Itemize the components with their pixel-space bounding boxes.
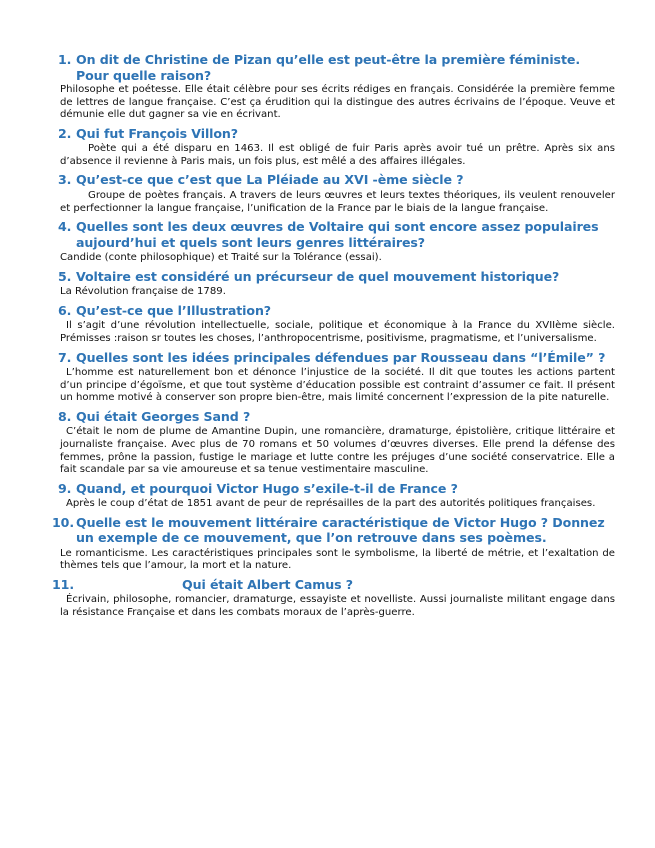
question-text: Voltaire est considéré un précurseur de quel mouvement historique? [76, 268, 560, 284]
answer-6: Il s’agit d’une révolution intellectuelle, sociale, politique et économique à la France du XVIIème siècle. Prémisses :raison sr toutes les choses, l’anthropocentrisme, positivisme, pragmatisme, et l’universalisme. [60, 320, 615, 344]
qa-item-1 [58, 52, 615, 122]
answer-3: Groupe de poètes français. A travers de leurs œuvres et leurs textes théoriques, ils veulent renouveler et perfectionner la langue française, l’unification de la France par le biais de la langue française. [60, 189, 615, 214]
question-number: 7. [58, 349, 72, 365]
question-number: 10. [52, 514, 75, 530]
question-8 [58, 409, 615, 425]
question-number: 8. [58, 408, 72, 424]
answer-5: La Révolution française de 1789. [60, 286, 226, 298]
question-10 [52, 514, 615, 546]
question-3 [58, 172, 615, 188]
question-7 [58, 350, 615, 366]
question-number: 11. [52, 576, 75, 592]
answer-1: Philosophe et poétesse. Elle était célèbre pour ses écrits rédiges en français. Considérée la première femme de lettres de langue française. C’est ça érudition qui la distingue des autres écrivains de l’époque. Veuve et démunie elle dut gagner sa vie en écrivant. [60, 84, 615, 121]
question-number: 6. [58, 302, 72, 318]
question-2 [58, 126, 615, 142]
question-4 [58, 219, 615, 250]
qa-item-11 [52, 576, 615, 620]
answer-4: Candide (conte philosophique) et Traité sur la Tolérance (essai). [60, 252, 382, 264]
question-number: 4. [58, 219, 72, 235]
question-6 [58, 303, 615, 319]
qa-item-7 [58, 350, 615, 405]
question-text: Qu’est-ce que c’est que La Pléiade au XVI -ème siècle ? [76, 172, 464, 188]
question-9 [58, 481, 615, 497]
question-11 [52, 576, 615, 593]
question-number: 9. [58, 480, 72, 496]
question-text: Qui était Albert Camus ? [182, 576, 354, 592]
question-text: Quelle est le mouvement littéraire caractéristique de Victor Hugo ? Donnez un exemple de ce mouvement, que l’on retrouve dans ses poèmes. [76, 514, 605, 546]
question-number: 3. [58, 172, 72, 188]
qa-item-3 [58, 172, 615, 215]
question-number: 5. [58, 268, 72, 284]
answer-8: C’était le nom de plume de Amantine Dupin, une romancière, dramaturge, épistolière, critique littéraire et journaliste française. Avec plus de 70 romans et 50 volumes d’œuvres diverses. Elle prend la défense des femmes, prône la passion, fustige le mariage et lutte contre les préjuges d’une société conservatrice. Elle a fait scandale par sa vie amoureuse et sa tenue vestimentaire masculine. [60, 426, 615, 476]
qa-item-2 [58, 126, 615, 169]
question-text: Qu’est-ce que l’Illustration? [76, 302, 272, 318]
qa-item-8 [58, 409, 615, 477]
question-text: On dit de Christine de Pizan qu’elle est peut-être la première féministe. Pour quelle raison? [76, 52, 581, 83]
qa-item-4 [58, 219, 615, 265]
answer-11: Écrivain, philosophe, romancier, dramaturge, essayiste et novelliste. Aussi journaliste militant engage dans la résistance Française et dans les combats moraux de l’après-guerre. [60, 594, 615, 619]
answer-10: Le romanticisme. Les caractéristiques principales sont le symbolisme, la liberté de métrie, et l’exaltation de thèmes tels que l’amour, la mort et la nature. [60, 547, 615, 572]
question-1 [58, 52, 615, 83]
question-text: Qui était Georges Sand ? [76, 408, 251, 424]
qa-item-9 [58, 481, 615, 511]
qa-item-6 [58, 303, 615, 346]
question-text: Quand, et pourquoi Victor Hugo s’exile-t-il de France ? [76, 480, 458, 496]
answer-2: Poète qui a été disparu en 1463. Il est obligé de fuir Paris après avoir tué un prêtre. Après six ans d’absence il revienne à Paris mais, un fois plus, est mêlé a des affaires illégales. [60, 143, 615, 167]
qa-item-5 [58, 269, 615, 299]
question-5 [58, 269, 615, 285]
answer-9: Après le coup d’état de 1851 avant de peur de représailles de la part des autorités politiques françaises. [66, 498, 596, 510]
qa-item-10 [52, 514, 615, 573]
question-number: 1. [58, 52, 72, 67]
question-text: Qui fut François Villon? [76, 125, 239, 141]
question-number: 2. [58, 125, 72, 141]
question-text: Quelles sont les deux œuvres de Voltaire qui sont encore assez populaires aujourd’hui et quels sont leurs genres littéraires? [76, 219, 599, 250]
answer-7: L’homme est naturellement bon et dénonce l’injustice de la société. Il dit que toutes les actions partent d’un principe d’égoïsme, et que tout système d’éducation possible est contraint d’assumer ce fait. Il présent un homme motivé à conserver son propre bien-être, mais limité concernent l’expression de la pite naturelle. [60, 367, 615, 404]
question-text: Quelles sont les idées principales défendues par Rousseau dans “l’Émile” ? [76, 349, 606, 365]
